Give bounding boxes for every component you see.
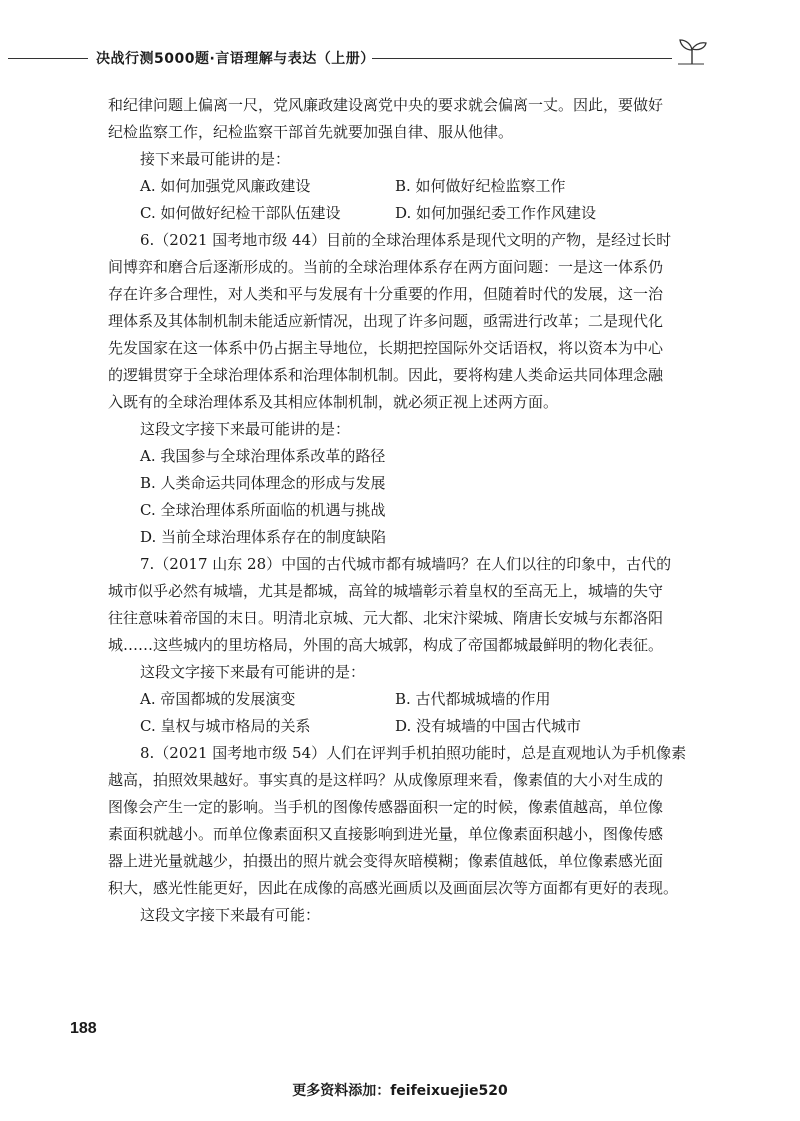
q5-option-b: B. 如何做好纪检监察工作 [395,177,566,195]
q7-line: 城……这些城内的里坊格局，外围的高大城郭，构成了帝国都城最鲜明的物化表征。 [108,636,664,654]
q6-line: 6.（2021 国考地市级 44）目前的全球治理体系是现代文明的产物，是经过长时 [140,231,672,249]
sprout-icon [674,36,710,70]
q7-option-a: A. 帝国都城的发展演变 [140,690,296,708]
q7-options-row-2 [108,713,708,740]
book-title: 决战行测5000题·言语理解与表达（上册） [96,51,375,67]
q8-line: 素面积就越小。而单位像素面积又直接影响到进光量，单位像素面积越小，图像传感 [108,825,664,843]
q7-option-d: D. 没有城墙的中国古代城市 [395,717,582,735]
q5-options-row-2 [108,200,708,227]
q6-stem: 这段文字接下来最可能讲的是： [140,420,351,438]
q5-stem: 接下来最可能讲的是： [140,150,291,168]
q5-options-row-1 [108,173,708,200]
continued-line-2: 纪检监察工作，纪检监察干部首先就要加强自律、服从他律。 [108,123,514,141]
q5-option-d: D. 如何加强纪委工作作风建设 [395,204,597,222]
q7-option-c: C. 皇权与城市格局的关系 [140,717,311,735]
q8-stem: 这段文字接下来最有可能： [140,906,321,924]
q7-option-b: B. 古代都城城墙的作用 [395,690,551,708]
page-number: 188 [70,1020,97,1037]
q7-line: 往往意味着帝国的末日。明清北京城、元大都、北宋汴梁城、隋唐长安城与东都洛阳 [108,609,664,627]
footer-note: 更多资料添加：feifeixuejie520 [292,1083,508,1099]
q6-option-b: B. 人类命运共同体理念的形成与发展 [140,474,386,492]
header-rule-left [8,58,88,59]
q6-line: 入既有的全球治理体系及其相应体制机制，就必须正视上述两方面。 [108,393,559,411]
q6-line: 间博弈和磨合后逐渐形成的。当前的全球治理体系存在两方面问题：一是这一体系仍 [108,258,664,276]
header-rule-right [372,58,672,59]
q6-option-c: C. 全球治理体系所面临的机遇与挑战 [140,501,386,519]
q8-line: 8.（2021 国考地市级 54）人们在评判手机拍照功能时，总是直观地认为手机像素 [140,744,687,762]
q6-option-a: A. 我国参与全球治理体系改革的路径 [140,447,386,465]
q7-stem: 这段文字接下来最有可能讲的是： [140,663,366,681]
q8-line: 积大，感光性能更好，因此在成像的高感光画质以及画面层次等方面都有更好的表现。 [108,879,679,897]
q6-line: 先发国家在这一体系中仍占据主导地位，长期把控国际外交话语权，将以资本为中心 [108,339,664,357]
q6-line: 理体系及其体制机制未能适应新情况，出现了许多问题，亟需进行改革；二是现代化 [108,312,664,330]
q6-option-d: D. 当前全球治理体系存在的制度缺陷 [140,528,387,546]
q5-option-c: C. 如何做好纪检干部队伍建设 [140,204,341,222]
q7-line: 城市似乎必然有城墙，尤其是都城，高耸的城墙彰示着皇权的至高无上，城墙的失守 [108,582,664,600]
q5-option-a: A. 如何加强党风廉政建设 [140,177,311,195]
q6-line: 的逻辑贯穿于全球治理体系和治理体制机制。因此，要将构建人类命运共同体理念融 [108,366,664,384]
page-body [108,92,708,929]
continued-line-1: 和纪律问题上偏离一尺，党风廉政建设离党中央的要求就会偏离一丈。因此，要做好 [108,96,664,114]
q7-line: 7.（2017 山东 28）中国的古代城市都有城墙吗？在人们以往的印象中，古代的 [140,555,672,573]
q8-line: 越高，拍照效果越好。事实真的是这样吗？从成像原理来看，像素值的大小对生成的 [108,771,664,789]
q7-options-row-1 [108,686,708,713]
q6-line: 存在许多合理性，对人类和平与发展有十分重要的作用，但随着时代的发展，这一治 [108,285,664,303]
q8-line: 图像会产生一定的影响。当手机的图像传感器面积一定的时候，像素值越高，单位像 [108,798,664,816]
running-header [0,44,800,74]
q8-line: 器上进光量就越少，拍摄出的照片就会变得灰暗模糊；像素值越低，单位像素感光面 [108,852,664,870]
